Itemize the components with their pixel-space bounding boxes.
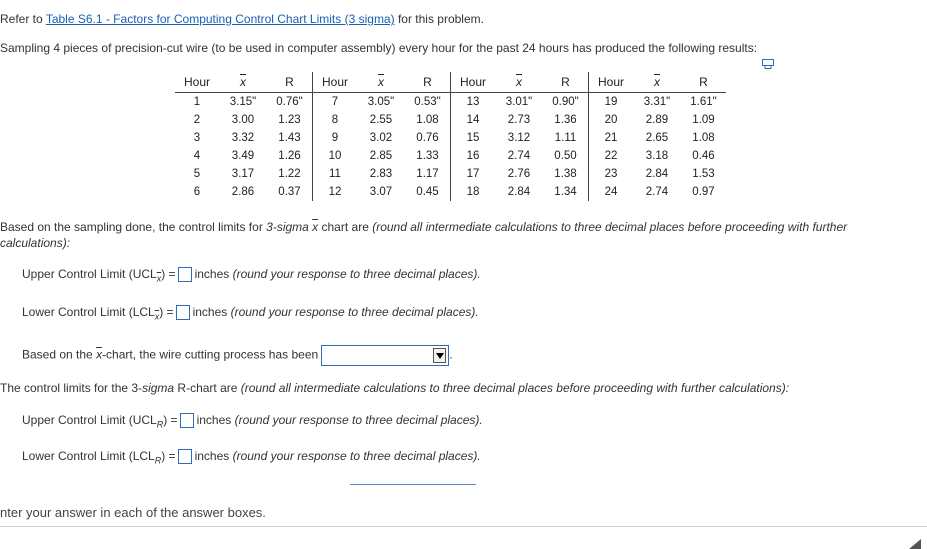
xbar-ucl-sub: x xyxy=(156,273,162,284)
cell-hour: 7 xyxy=(313,93,358,112)
cell-range: 0.46 xyxy=(692,150,715,162)
cell-xbar: 3.02 xyxy=(369,132,393,144)
cell-xbar: 2.55 xyxy=(369,114,393,126)
xbar-intro-d: chart are xyxy=(318,220,373,234)
intro-line xyxy=(0,12,484,26)
cell-range: 0.45 xyxy=(416,186,439,198)
r-lcl-unit: inches xyxy=(194,449,230,463)
xbar-lcl-unit: inches xyxy=(192,305,228,319)
xbar-intro-cont: calculations): xyxy=(0,236,71,250)
footer-divider xyxy=(0,526,927,527)
cell-hour: 17 xyxy=(451,165,496,183)
cell-hour: 14 xyxy=(451,111,496,129)
cell-hour: 5 xyxy=(193,168,201,180)
sampling-data-table xyxy=(175,72,726,201)
cell-range: 0.37 xyxy=(278,186,301,198)
process-row: Based on the $\overline{x}$-chart, the wire cutting process has been . xyxy=(22,345,453,366)
cell-xbar: 3.18 xyxy=(645,150,669,162)
cell-range: 0.97 xyxy=(692,186,715,198)
intro-suffix: for this problem. xyxy=(394,12,484,26)
cell-xbar: 3.17 xyxy=(231,168,255,180)
cell-hour: 12 xyxy=(313,183,358,201)
r-ucl-input[interactable] xyxy=(180,413,194,428)
cell-xbar: 3.05" xyxy=(367,96,395,108)
problem-text: Sampling 4 pieces of precision-cut wire (to be used in computer assembly) every hour for the past 24 hours has produced the following results: xyxy=(0,41,758,55)
cell-xbar: 2.65 xyxy=(645,132,669,144)
xbar-lcl-label: Lower Control Limit (LCL xyxy=(22,305,155,319)
r-ucl-unit: inches xyxy=(196,413,232,427)
header-xbar: $\overline{x}$ xyxy=(357,72,405,93)
cell-xbar: 2.84 xyxy=(507,186,531,198)
table-body xyxy=(175,93,726,202)
cell-range: 1.17 xyxy=(416,168,439,180)
process-xbar-symbol: $\overline{x}$ xyxy=(96,347,103,362)
r-lcl-sub: R xyxy=(154,455,162,466)
cell-hour: 20 xyxy=(589,111,634,129)
cell-range: 1.61" xyxy=(690,96,717,108)
intro-prefix: Refer to xyxy=(0,12,46,26)
r-ucl-sub: R xyxy=(156,419,164,430)
xbar-intro-round-note: (round all intermediate calculations to three decimal places before proceeding with further xyxy=(372,220,848,234)
cell-range: 1.09 xyxy=(692,114,715,126)
cell-xbar: 2.76 xyxy=(507,168,531,180)
cell-hour: 4 xyxy=(193,150,201,162)
xbar-intro xyxy=(0,220,847,234)
cell-range: 1.53 xyxy=(692,168,715,180)
cell-range: 1.36 xyxy=(554,114,577,126)
header-hour: Hour xyxy=(451,72,496,93)
cell-xbar: 3.07 xyxy=(369,186,393,198)
copy-table-icon[interactable] xyxy=(762,59,774,69)
header-xbar: $\overline{x}$ xyxy=(219,72,267,93)
cell-range: 1.33 xyxy=(416,150,439,162)
footer-instruction: nter your answer in each of the answer boxes. xyxy=(0,505,266,520)
cell-hour: 10 xyxy=(313,147,358,165)
r-ucl-note: (round your response to three decimal places). xyxy=(234,413,483,427)
cell-hour: 15 xyxy=(451,129,496,147)
cell-hour: 21 xyxy=(589,129,634,147)
cell-hour: 6 xyxy=(193,186,201,198)
table-header-row xyxy=(175,72,726,93)
cell-hour: 23 xyxy=(589,165,634,183)
cell-hour: 8 xyxy=(313,111,358,129)
cell-range: 0.76" xyxy=(276,96,303,108)
header-range: R xyxy=(681,72,726,93)
r-lcl-input[interactable] xyxy=(178,449,192,464)
r-lcl-note: (round your response to three decimal places). xyxy=(232,449,481,463)
cell-range: 0.53" xyxy=(414,96,441,108)
cell-range: 1.08 xyxy=(692,132,715,144)
table-row xyxy=(175,93,726,112)
process-text-c: -chart, the wire cutting process has been xyxy=(102,347,319,362)
resize-corner-icon[interactable] xyxy=(909,539,921,549)
cell-range: 1.34 xyxy=(554,186,577,198)
cell-xbar: 2.84 xyxy=(645,168,669,180)
cell-hour: 13 xyxy=(451,93,496,112)
r-intro-sigma: sigma xyxy=(142,381,175,395)
cell-xbar: 2.74 xyxy=(507,150,531,162)
cell-xbar: 3.01" xyxy=(505,96,533,108)
xbar-lcl-note: (round your response to three decimal places). xyxy=(230,305,479,319)
r-ucl-row: Upper Control Limit $(UCL_R)$ = inches (round your response to three decimal places). xyxy=(22,413,483,430)
cell-xbar: 3.49 xyxy=(231,150,255,162)
table-row xyxy=(175,165,726,183)
cell-xbar: 3.31" xyxy=(643,96,671,108)
xbar-ucl-label: Upper Control Limit (UCL xyxy=(22,267,157,281)
xbar-symbol: $\overline{x}$ xyxy=(312,220,319,234)
xbar-lcl-sub: x xyxy=(154,311,160,322)
cell-hour: 2 xyxy=(193,114,201,126)
cell-range: 1.23 xyxy=(278,114,301,126)
cell-range: 1.38 xyxy=(554,168,577,180)
xbar-lcl-row: Lower Control Limit $(LCL_{\overline{x}})$ = inches (round your response to three decimal places). xyxy=(22,305,479,322)
cell-range: 1.43 xyxy=(278,132,301,144)
header-hour: Hour xyxy=(313,72,358,93)
cell-xbar: 2.86 xyxy=(231,186,255,198)
table-row xyxy=(175,129,726,147)
r-intro-c: R-chart are xyxy=(174,381,241,395)
cell-xbar: 3.12 xyxy=(507,132,531,144)
header-hour: Hour xyxy=(589,72,634,93)
cell-xbar: 3.00 xyxy=(231,114,255,126)
xbar-ucl-row: Upper Control Limit $(UCL_{\overline{x}})$ = inches (round your response to three decimal places). xyxy=(22,267,481,284)
cell-xbar: 2.85 xyxy=(369,150,393,162)
header-xbar: $\overline{x}$ xyxy=(633,72,681,93)
cell-xbar: 2.74 xyxy=(645,186,669,198)
r-ucl-label: Upper Control Limit (UCL xyxy=(22,413,157,427)
cell-xbar: 3.32 xyxy=(231,132,255,144)
header-range: R xyxy=(267,72,313,93)
r-lcl-row: Lower Control Limit $(LCL_R)$ = inches (round your response to three decimal places). xyxy=(22,449,481,466)
table-s6-1-link[interactable]: Table S6.1 - Factors for Computing Control Chart Limits (3 sigma) xyxy=(45,12,395,26)
cell-hour: 24 xyxy=(589,183,634,201)
cell-hour: 3 xyxy=(193,132,201,144)
table-row xyxy=(175,111,726,129)
header-xbar: $\overline{x}$ xyxy=(495,72,543,93)
cell-xbar: 2.89 xyxy=(645,114,669,126)
xbar-ucl-note: (round your response to three decimal places). xyxy=(232,267,481,281)
cell-range: 1.26 xyxy=(278,150,301,162)
cell-xbar: 2.73 xyxy=(507,114,531,126)
cell-hour: 1 xyxy=(193,96,201,108)
header-range: R xyxy=(405,72,451,93)
header-hour: Hour xyxy=(175,72,219,93)
r-intro-a: The control limits for the 3- xyxy=(0,381,143,395)
cell-hour: 18 xyxy=(451,183,496,201)
r-intro-round-note: (round all intermediate calculations to three decimal places before proceeding with further calculations): xyxy=(240,381,790,395)
xbar-lcl-input[interactable] xyxy=(176,305,190,320)
divider xyxy=(350,484,476,485)
table-row xyxy=(175,183,726,201)
cell-hour: 9 xyxy=(313,129,358,147)
r-lcl-label: Lower Control Limit (LCL xyxy=(22,449,155,463)
xbar-intro-sigma: 3-sigma xyxy=(266,220,313,234)
cell-xbar: 2.83 xyxy=(369,168,393,180)
cell-range: 1.08 xyxy=(416,114,439,126)
cell-hour: 19 xyxy=(589,93,634,112)
xbar-ucl-unit: inches xyxy=(194,267,230,281)
dropdown-arrow-icon[interactable] xyxy=(433,348,446,363)
r-intro xyxy=(0,381,789,395)
cell-hour: 11 xyxy=(313,165,358,183)
cell-range: 0.90" xyxy=(552,96,579,108)
xbar-intro-a: Based on the sampling done, the control limits for xyxy=(0,220,267,234)
cell-range: 0.76 xyxy=(416,132,439,144)
cell-hour: 16 xyxy=(451,147,496,165)
cell-range: 0.50 xyxy=(554,150,577,162)
process-status-dropdown[interactable] xyxy=(321,345,449,366)
header-range: R xyxy=(543,72,589,93)
cell-range: 1.22 xyxy=(278,168,301,180)
cell-hour: 22 xyxy=(589,147,634,165)
process-text-a: Based on the xyxy=(22,347,97,362)
xbar-ucl-input[interactable] xyxy=(178,267,192,282)
table-row xyxy=(175,147,726,165)
cell-range: 1.11 xyxy=(554,132,577,144)
cell-xbar: 3.15" xyxy=(229,96,257,108)
